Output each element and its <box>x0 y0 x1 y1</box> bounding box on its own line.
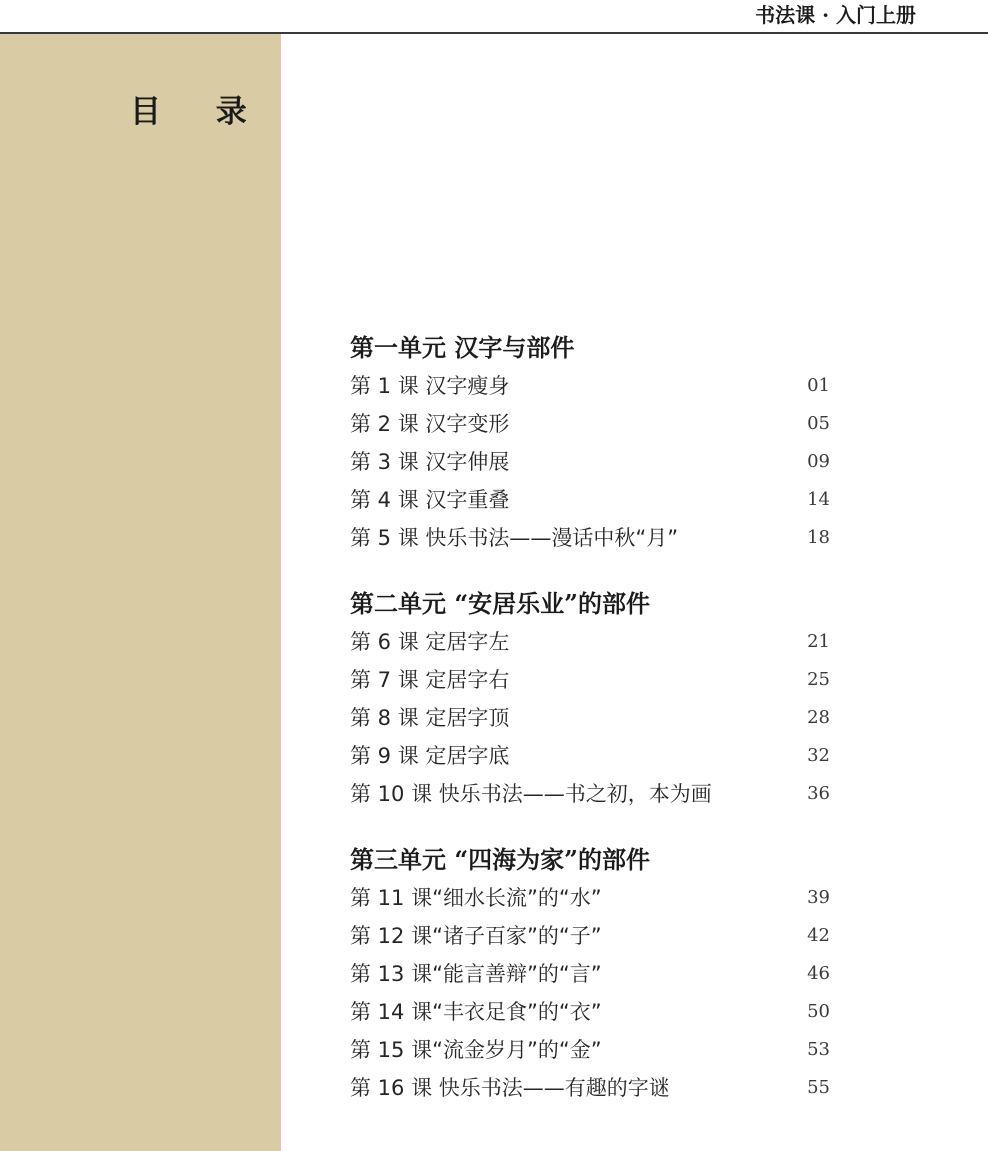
toc-entry[interactable] <box>350 442 830 480</box>
page-number: 14 <box>807 488 830 510</box>
lesson-title: 第 6 课 定居字左 <box>350 630 510 654</box>
page-number: 55 <box>807 1076 830 1098</box>
lesson-title: 第 10 课 快乐书法——书之初，本为画 <box>350 782 712 806</box>
book-title: 书法课 · 入门上册 <box>755 3 916 27</box>
toc-entry[interactable] <box>350 1030 830 1068</box>
toc-entry[interactable] <box>350 366 830 404</box>
unit-title: 第二单元 “安居乐业”的部件 <box>350 589 650 618</box>
lesson-title: 第 1 课 汉字瘦身 <box>350 374 510 398</box>
page-number: 46 <box>807 962 830 984</box>
page-number: 53 <box>807 1038 830 1060</box>
toc-entry[interactable] <box>350 954 830 992</box>
lesson-title: 第 7 课 定居字右 <box>350 668 510 692</box>
sidebar-panel <box>0 34 281 1151</box>
page-number: 32 <box>807 744 830 766</box>
lesson-title: 第 14 课“丰衣足食”的“衣” <box>350 1000 602 1024</box>
toc-entry[interactable] <box>350 916 830 954</box>
unit-title: 第一单元 汉字与部件 <box>350 333 575 362</box>
page-number: 01 <box>807 374 830 396</box>
table-of-contents <box>350 330 830 1136</box>
lesson-title: 第 16 课 快乐书法——有趣的字谜 <box>350 1076 670 1100</box>
lesson-title: 第 11 课“细水长流”的“水” <box>350 886 602 910</box>
toc-unit <box>350 330 830 556</box>
toc-entry[interactable] <box>350 736 830 774</box>
lesson-title: 第 15 课“流金岁月”的“金” <box>350 1038 602 1062</box>
lesson-title: 第 3 课 汉字伸展 <box>350 450 510 474</box>
lesson-title: 第 9 课 定居字底 <box>350 744 510 768</box>
page-number: 50 <box>807 1000 830 1022</box>
toc-entry[interactable] <box>350 660 830 698</box>
page-number: 25 <box>807 668 830 690</box>
lesson-title: 第 13 课“能言善辩”的“言” <box>350 962 602 986</box>
lesson-title: 第 12 课“诸子百家”的“子” <box>350 924 602 948</box>
toc-unit <box>350 842 830 1106</box>
toc-entry[interactable] <box>350 878 830 916</box>
toc-unit <box>350 586 830 812</box>
page-number: 39 <box>807 886 830 908</box>
page-number: 42 <box>807 924 830 946</box>
page-number: 36 <box>807 782 830 804</box>
page-title: 目 录 <box>130 94 269 130</box>
lesson-title: 第 4 课 汉字重叠 <box>350 488 510 512</box>
unit-title: 第三单元 “四海为家”的部件 <box>350 845 650 874</box>
page-number: 18 <box>807 526 830 548</box>
page-number: 21 <box>807 630 830 652</box>
toc-entry[interactable] <box>350 774 830 812</box>
page-number: 28 <box>807 706 830 728</box>
page-number: 05 <box>807 412 830 434</box>
toc-entry[interactable] <box>350 1068 830 1106</box>
toc-entry[interactable] <box>350 698 830 736</box>
lesson-title: 第 8 课 定居字顶 <box>350 706 510 730</box>
lesson-title: 第 5 课 快乐书法——漫话中秋“月” <box>350 526 679 550</box>
toc-entry[interactable] <box>350 518 830 556</box>
lesson-title: 第 2 课 汉字变形 <box>350 412 510 436</box>
toc-entry[interactable] <box>350 992 830 1030</box>
toc-entry[interactable] <box>350 622 830 660</box>
toc-entry[interactable] <box>350 480 830 518</box>
page-number: 09 <box>807 450 830 472</box>
toc-entry[interactable] <box>350 404 830 442</box>
